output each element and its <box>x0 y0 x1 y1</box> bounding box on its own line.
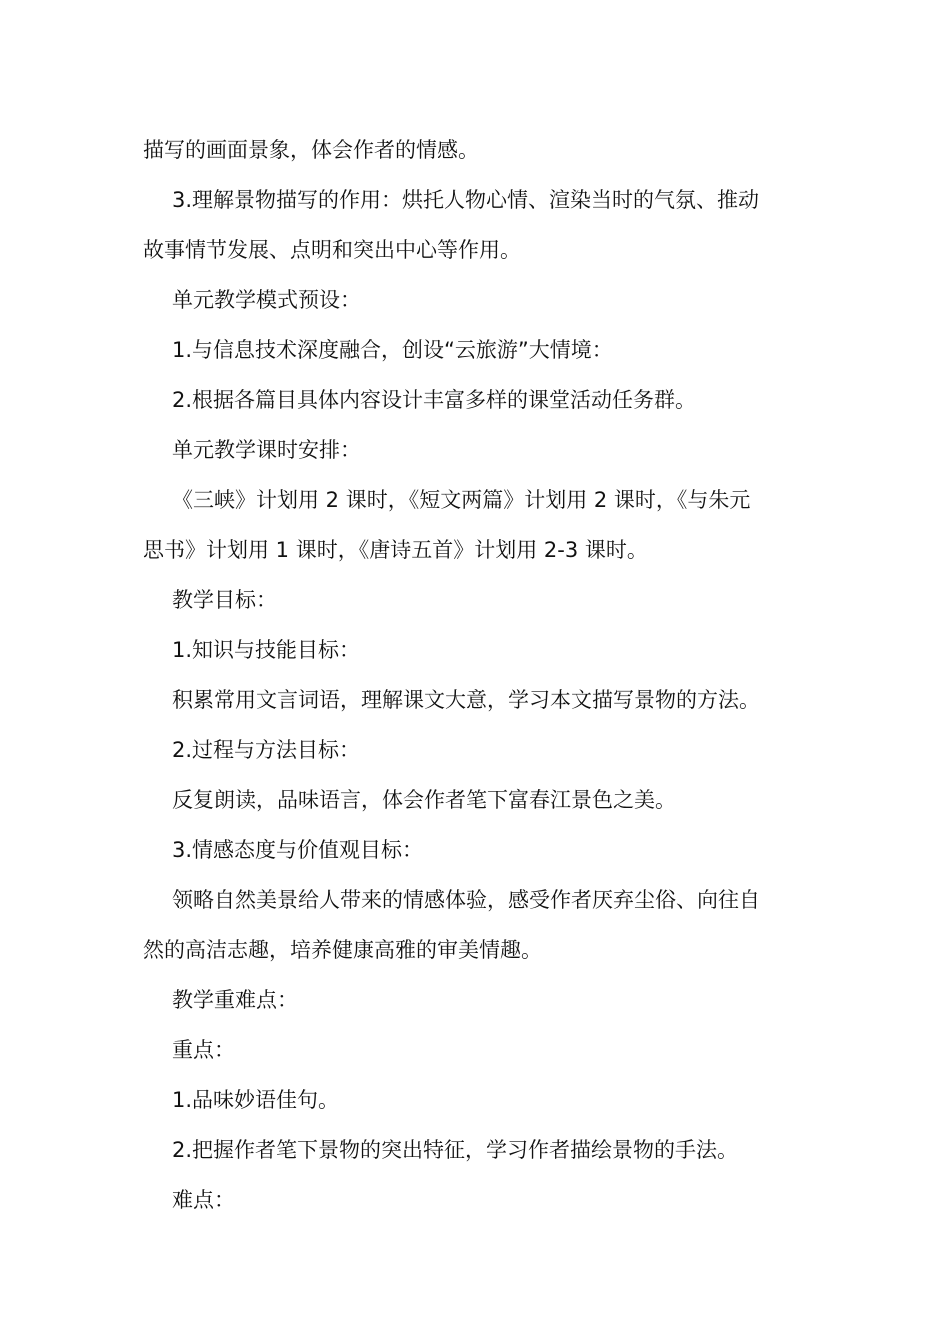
paragraph-line: 积累常用文言词语，理解课文大意，学习本文描写景物的方法。 <box>172 688 760 712</box>
list-item: 3.情感态度与价值观目标： <box>172 838 424 862</box>
list-item: 1.知识与技能目标： <box>172 638 361 662</box>
list-item: 2.根据各篇目具体内容设计丰富多样的课堂活动任务群。 <box>172 388 697 412</box>
paragraph-line: 描写的画面景象，体会作者的情感。 <box>143 138 479 162</box>
list-item: 1.品味妙语佳句。 <box>172 1088 340 1112</box>
paragraph-line: 然的高洁志趣，培养健康高雅的审美情趣。 <box>143 938 542 962</box>
section-heading: 单元教学课时安排： <box>172 438 361 462</box>
paragraph-line: 3.理解景物描写的作用：烘托人物心情、渲染当时的气氛、推动 <box>172 188 760 212</box>
paragraph-line: 领略自然美景给人带来的情感体验，感受作者厌弃尘俗、向往自 <box>172 888 760 912</box>
subsection-heading: 难点： <box>172 1188 235 1212</box>
paragraph-line: 思书》计划用 1 课时，《唐诗五首》计划用 2-3 课时。 <box>143 538 648 562</box>
paragraph-line: 反复朗读，品味语言，体会作者笔下富春江景色之美。 <box>172 788 676 812</box>
section-heading: 教学重难点： <box>172 988 298 1012</box>
paragraph-line: 故事情节发展、点明和突出中心等作用。 <box>143 238 521 262</box>
paragraph-line: 《三峡》计划用 2 课时，《短文两篇》计划用 2 课时，《与朱元 <box>172 488 751 512</box>
document-body <box>143 125 811 1225</box>
list-item: 2.过程与方法目标： <box>172 738 361 762</box>
list-item: 1.与信息技术深度融合，创设“云旅游”大情境： <box>172 338 613 362</box>
section-heading: 教学目标： <box>172 588 277 612</box>
subsection-heading: 重点： <box>172 1038 235 1062</box>
section-heading: 单元教学模式预设： <box>172 288 361 312</box>
list-item: 2.把握作者笔下景物的突出特征，学习作者描绘景物的手法。 <box>172 1138 739 1162</box>
